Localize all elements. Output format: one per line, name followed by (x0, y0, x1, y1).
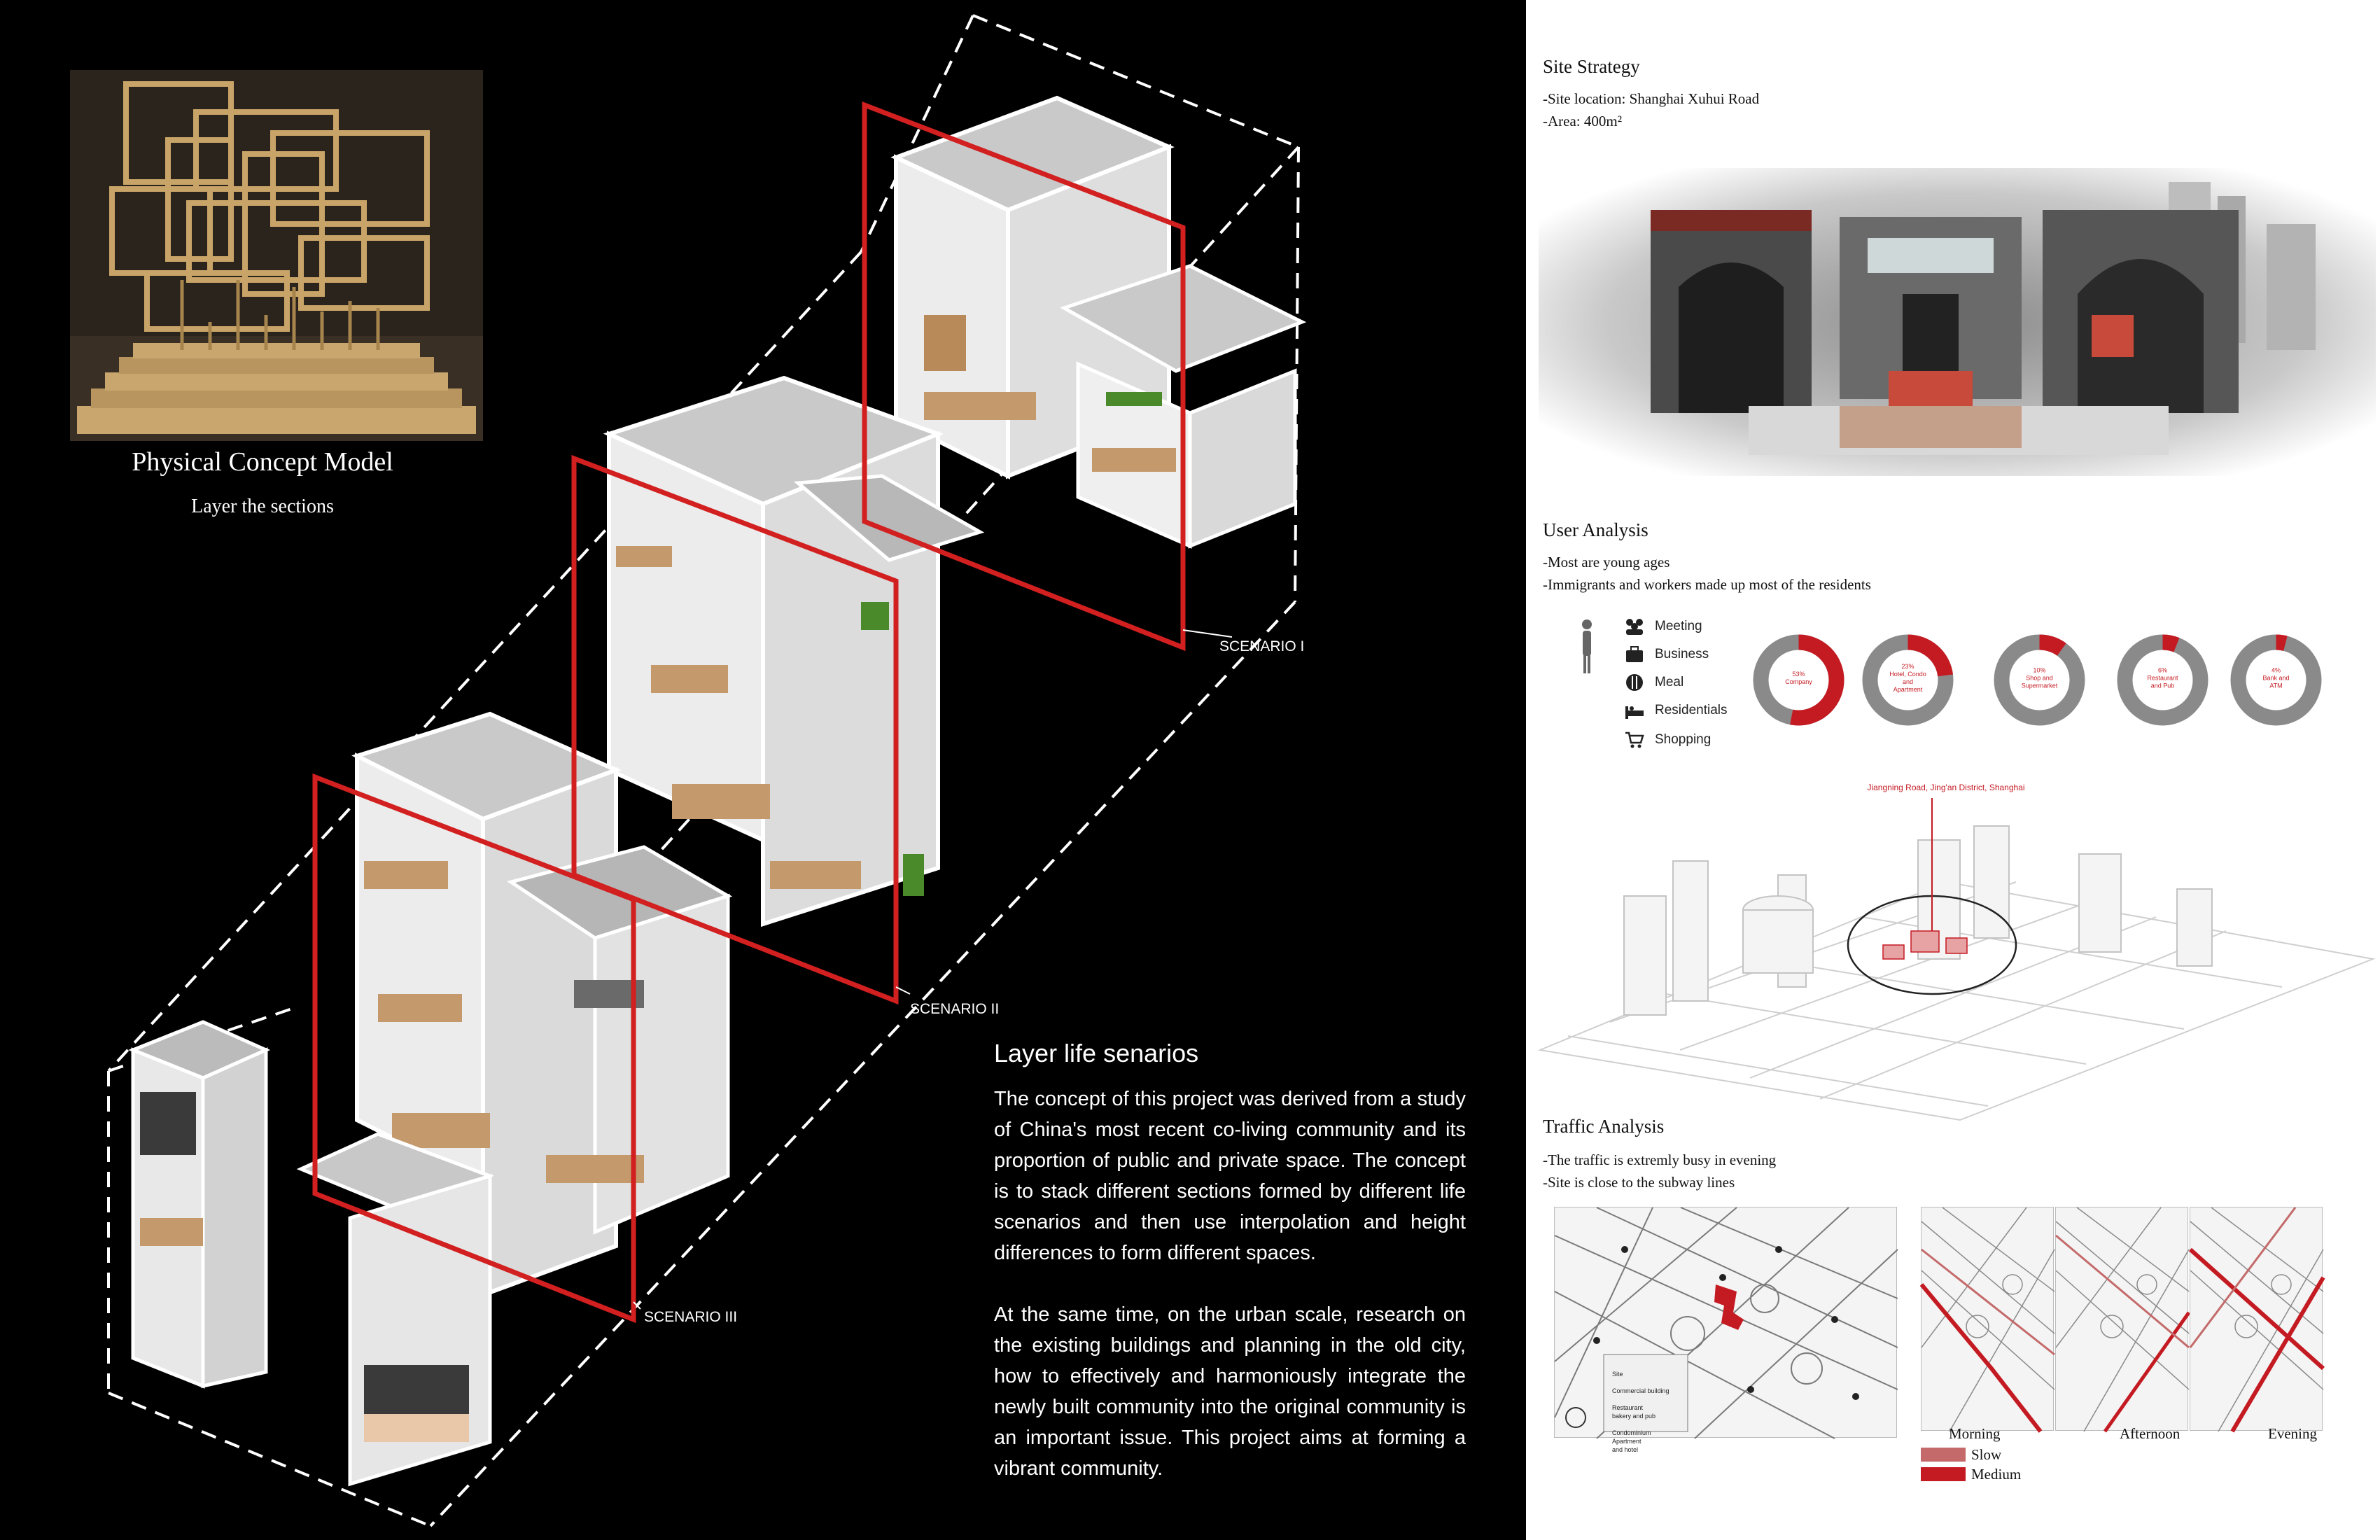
legend-label: Meal (1655, 675, 1684, 690)
map-legend-item: Commercial building (1612, 1387, 1670, 1394)
legend-meal (1624, 668, 1684, 696)
meeting-icon (1624, 617, 1645, 636)
scenario-label-3: SCENARIO III (644, 1309, 738, 1325)
compass-icon (1566, 1408, 1586, 1427)
traffic-evening-line: -The traffic is extremly busy in evening (1543, 1152, 1777, 1168)
traffic-legend-slow: Slow (1971, 1446, 2002, 1463)
donut-label: 10% Shop and Supermarket (2021, 666, 2058, 690)
person-icon (1576, 619, 1597, 675)
site-map-caption: Jiangning Road, Jing'an District, Shanghai (1867, 783, 2025, 792)
legend-meeting (1624, 612, 1702, 640)
user-age-line: -Most are young ages (1543, 554, 1670, 570)
site-photo-collage (1539, 140, 2376, 490)
right-panel (1526, 0, 2380, 1540)
map-legend (1612, 1362, 1670, 1462)
user-analysis-title: User Analysis (1543, 519, 1648, 540)
legend-label: Residentials (1655, 703, 1728, 718)
donut-label: 4% Bank and ATM (2262, 666, 2290, 690)
district-map-streets (1555, 1208, 1898, 1438)
scenario-label-2: SCENARIO II (910, 1001, 1000, 1017)
legend-residentials (1624, 696, 1728, 724)
business-icon (1624, 645, 1645, 664)
site-strategy-title: Site Strategy (1543, 56, 1640, 77)
traffic-time-afternoon: Afternoon (2120, 1425, 2180, 1442)
donut-restaurant (2115, 633, 2210, 727)
traffic-legend-medium-swatch (1921, 1467, 1966, 1481)
traffic-legend-medium: Medium (1971, 1466, 2022, 1483)
legend-label: Meeting (1655, 619, 1702, 634)
concept-title: Layer life senarios (994, 1039, 1199, 1068)
shopping-icon (1624, 730, 1645, 750)
donut-hotel (1861, 633, 1955, 727)
map-legend-item: Restaurant bakery and pub (1612, 1404, 1656, 1420)
legend-label: Business (1655, 647, 1709, 662)
site-location-line: -Site location: Shanghai Xuhui Road (1543, 90, 1760, 107)
legend-label: Shopping (1655, 732, 1712, 747)
user-residents-line: -Immigrants and workers made up most of the residents (1543, 576, 1871, 593)
donut-label: 23% Hotel, Condo and Apartment (1889, 663, 1926, 693)
scenario-2-building (609, 378, 980, 924)
site-context-map (1526, 798, 2380, 1099)
concept-paragraph-2: At the same time, on the urban scale, research on the existing buildings and planning in the old city, how to effectively and harmoniously integrate the newly built community into the original community is an important issue. This project aims at forming a vibrant community. (994, 1303, 1466, 1480)
traffic-time-evening: Evening (2268, 1425, 2317, 1442)
site-area-line: -Area: 400m² (1543, 113, 1623, 130)
donut-shop (1992, 633, 2087, 727)
traffic-subway-line: -Site is close to the subway lines (1543, 1174, 1735, 1191)
donut-bank (2229, 633, 2323, 727)
map-legend-item: Condominium Apartment and hotel (1612, 1429, 1651, 1453)
traffic-map-evening (2190, 1207, 2323, 1431)
legend-shopping (1624, 726, 1711, 754)
district-map (1554, 1207, 1897, 1453)
model-subtitle: Layer the sections (191, 496, 334, 517)
traffic-map-afternoon (2055, 1207, 2188, 1431)
scenario-label-1: SCENARIO I (1219, 638, 1305, 654)
concept-body (994, 1084, 1466, 1515)
traffic-time-morning: Morning (1949, 1425, 2001, 1442)
scenario-1-building (896, 98, 1302, 546)
legend-business (1624, 640, 1709, 668)
traffic-map-morning (1921, 1207, 2054, 1431)
donut-company (1751, 633, 1846, 727)
model-title: Physical Concept Model (132, 447, 393, 477)
traffic-legend-slow-swatch (1921, 1448, 1966, 1462)
concept-paragraph-1: The concept of this project was derived from a study of China's most recent co-living community and its proportion of public and private space. The concept is to stack different sections formed by different life scenarios and then use interpolation and height differences to form different spaces. (994, 1088, 1466, 1264)
residentials-icon (1624, 701, 1645, 720)
donut-label: 53% Company (1785, 671, 1812, 685)
traffic-analysis-title: Traffic Analysis (1543, 1116, 1665, 1137)
donut-label: 6% Restaurant and Pub (2147, 666, 2178, 690)
map-legend-item: Site (1612, 1371, 1623, 1378)
meal-icon (1624, 673, 1645, 692)
